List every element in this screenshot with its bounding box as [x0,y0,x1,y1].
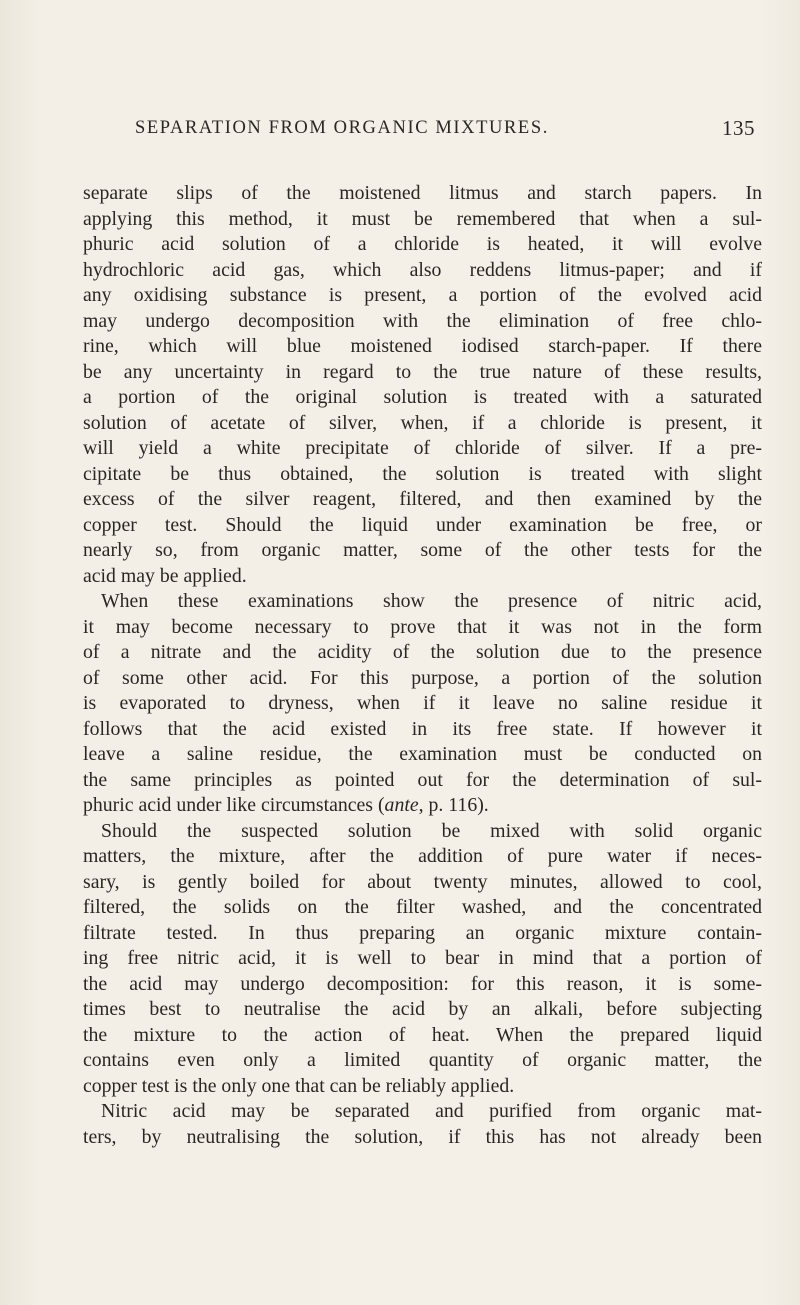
text-line: acid may be applied. [83,564,247,587]
text-line: is evaporated to dryness, when if it leave no saline residue it [83,692,762,714]
text-line: the acid may undergo decomposition: for this reason, it is some- [83,972,762,995]
text-line: leave a saline residue, the examination must be conducted on [83,743,762,765]
text-line: excess of the silver reagent, filtered, and then examined by the [83,488,762,510]
text-line: sary, is gently boiled for about twenty minutes, allowed to cool, [83,870,762,893]
text-line: rine, which will blue moistened iodised starch-paper. If there [83,335,762,357]
page-number: 135 [722,116,755,140]
citation-suffix: , p. 116). [418,794,489,816]
text-line: copper test. Should the liquid under examination be free, or [83,513,762,536]
text-line: separate slips of the moistened litmus and starch papers. In [83,182,762,204]
text-line: any oxidising substance is present, a portion of the evolved acid [83,284,762,306]
text-line: ters, by neutralising the solution, if this has not already been [83,1125,762,1148]
text-line: Nitric acid may be separated and purified from organic mat- [101,1100,762,1122]
citation-prefix: phuric acid under like circumstances ( [83,794,385,816]
text-line: the mixture to the action of heat. When the prepared liquid [83,1023,762,1046]
citation-ante: ante [384,794,419,816]
text-line: a portion of the original solution is treated with a saturated [83,386,762,408]
text-line: may undergo decomposition with the elimination of free chlo- [83,309,762,332]
page-header [135,118,755,148]
text-line: When these examinations show the presence of nitric acid, [101,590,762,612]
text-line: of some other acid. For this purpose, a portion of the solution [83,666,762,689]
text-line: filtrate tested. In thus preparing an organic mixture contain- [83,921,762,944]
text-line: matters, the mixture, after the addition of pure water if neces- [83,845,762,867]
body-text [83,181,762,1150]
text-line: copper test is the only one that can be reliably applied. [83,1074,515,1097]
text-line: cipitate be thus obtained, the solution is treated with slight [83,462,762,485]
text-line: ing free nitric acid, it is well to bear in mind that a portion of [83,947,762,969]
text-line: the same principles as pointed out for the determination of sul- [83,768,762,791]
text-line: Should the suspected solution be mixed with solid organic [101,819,762,842]
text-line-with-citation [83,793,762,819]
text-line: contains even only a limited quantity of organic matter, the [83,1049,762,1071]
text-line: applying this method, it must be remembered that when a sul- [83,207,762,230]
text-line: follows that the acid existed in its free state. If however it [83,717,762,740]
running-title: SEPARATION FROM ORGANIC MIXTURES. [135,118,549,138]
text-line: solution of acetate of silver, when, if a chloride is present, it [83,411,762,434]
text-line: filtered, the solids on the filter washed, and the concentrated [83,896,762,918]
text-line: phuric acid solution of a chloride is heated, it will evolve [83,233,762,255]
text-line: of a nitrate and the acidity of the solution due to the presence [83,641,762,663]
text-line: hydrochloric acid gas, which also reddens litmus-paper; and if [83,258,762,281]
text-line: it may become necessary to prove that it was not in the form [83,615,762,638]
text-line: nearly so, from organic matter, some of the other tests for the [83,539,762,561]
text-line: times best to neutralise the acid by an alkali, before subjecting [83,998,762,1020]
text-line: be any uncertainty in regard to the true nature of these results, [83,360,762,383]
text-line: will yield a white precipitate of chloride of silver. If a pre- [83,437,762,459]
